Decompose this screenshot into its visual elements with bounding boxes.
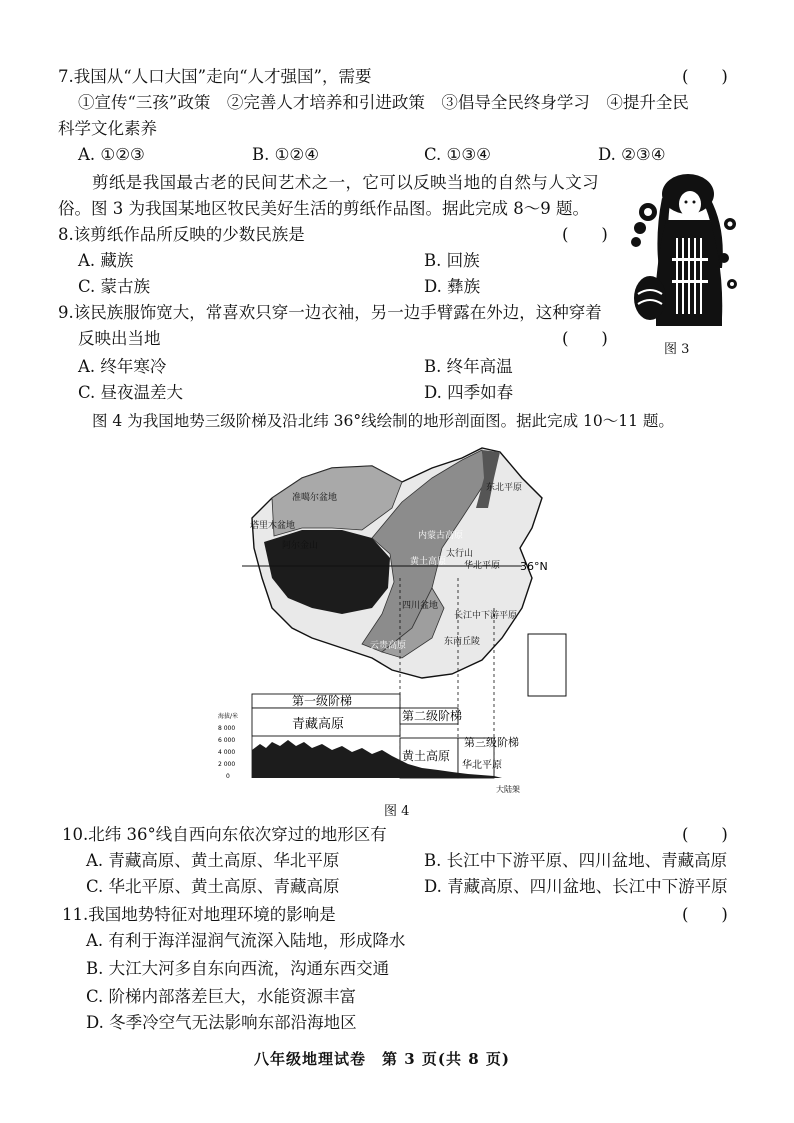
figure-4-map-profile bbox=[218, 438, 572, 798]
q11-option-d[interactable]: D. 冬季冷空气无法影响东部沿海地区 bbox=[86, 1013, 357, 1032]
q9-option-b[interactable]: B. 终年高温 bbox=[424, 357, 513, 376]
q11-stem: 11.我国地势特征对地理环境的影响是 bbox=[62, 905, 336, 924]
profile-section bbox=[218, 693, 520, 794]
q9-option-a[interactable]: A. 终年寒冷 bbox=[78, 357, 167, 376]
q9-stem-line2: 反映出当地 bbox=[78, 329, 161, 348]
y-tick-4000: 4 000 bbox=[218, 749, 236, 756]
q11-option-c[interactable]: C. 阶梯内部落差巨大，水能资源丰富 bbox=[86, 987, 357, 1006]
q7-answer-paren[interactable]: ( ) bbox=[682, 67, 728, 86]
profile-step3: 第三级阶梯 bbox=[464, 736, 519, 749]
profile-shelf: 大陆架 bbox=[496, 785, 520, 794]
label-southeast-hills: 东南丘陵 bbox=[444, 637, 481, 647]
label-taihang: 太行山 bbox=[446, 549, 474, 559]
lat-36n-label: 36°N bbox=[520, 560, 548, 573]
q8-stem: 8.该剪纸作品所反映的少数民族是 bbox=[58, 225, 305, 244]
q10-option-b[interactable]: B. 长江中下游平原、四川盆地、青藏高原 bbox=[424, 851, 728, 870]
q8-option-c[interactable]: C. 蒙古族 bbox=[78, 277, 151, 296]
y-unit: 海拔/米 bbox=[218, 713, 239, 720]
q8-answer-paren[interactable]: ( ) bbox=[562, 225, 608, 244]
q7-items-line2: 科学文化素养 bbox=[58, 119, 157, 138]
q11-option-a[interactable]: A. 有利于海洋湿润气流深入陆地，形成降水 bbox=[86, 931, 406, 950]
label-yungui: 云贵高原 bbox=[370, 641, 407, 651]
q11-answer-paren[interactable]: ( ) bbox=[682, 905, 728, 924]
q7-stem: 7.我国从“人口大国”走向“人才强国”，需要 bbox=[58, 67, 372, 86]
label-tarim: 塔里木盆地 bbox=[250, 521, 296, 531]
label-junggar: 准噶尔盆地 bbox=[292, 493, 338, 503]
y-tick-0: 0 bbox=[226, 773, 230, 780]
figure-3-caption: 图 3 bbox=[664, 342, 690, 357]
profile-qingzang: 青藏高原 bbox=[292, 717, 345, 732]
profile-step1: 第一级阶梯 bbox=[292, 694, 353, 708]
page-footer: 八年级地理试卷 第 3 页(共 8 页) bbox=[254, 1050, 510, 1068]
profile-loess: 黄土高原 bbox=[402, 749, 451, 763]
q9-option-c[interactable]: C. 昼夜温差大 bbox=[78, 383, 184, 402]
q7-option-a[interactable]: A. ①②③ bbox=[78, 145, 145, 164]
q7-items-line1: ①宣传“三孩”政策 ②完善人才培养和引进政策 ③倡导全民终身学习 ④提升全民 bbox=[78, 93, 689, 112]
south-sea-inset bbox=[528, 634, 566, 696]
q7-option-c[interactable]: C. ①③④ bbox=[424, 145, 491, 164]
profile-north-china: 华北平原 bbox=[462, 760, 502, 771]
label-altun: 阿尔金山 bbox=[282, 541, 319, 551]
q9-option-d[interactable]: D. 四季如春 bbox=[424, 383, 514, 402]
intro-8-9-line2: 俗。图 3 为我国某地区牧民美好生活的剪纸作品图。据此完成 8～9 题。 bbox=[58, 199, 589, 218]
q8-option-a[interactable]: A. 藏族 bbox=[78, 251, 134, 270]
figure-4-caption: 图 4 bbox=[384, 804, 410, 819]
label-sichuan: 四川盆地 bbox=[402, 601, 439, 611]
q8-option-b[interactable]: B. 回族 bbox=[424, 251, 480, 270]
q10-option-a[interactable]: A. 青藏高原、黄土高原、华北平原 bbox=[86, 851, 340, 870]
q10-stem: 10.北纬 36°线自西向东依次穿过的地形区有 bbox=[62, 825, 387, 844]
q10-option-d[interactable]: D. 青藏高原、四川盆地、长江中下游平原 bbox=[424, 877, 728, 896]
q10-answer-paren[interactable]: ( ) bbox=[682, 825, 728, 844]
label-loess-map: 黄土高原 bbox=[410, 557, 447, 567]
label-inner-mongolia: 内蒙古高原 bbox=[418, 531, 464, 541]
y-tick-8000: 8 000 bbox=[218, 725, 236, 732]
q10-option-c[interactable]: C. 华北平原、黄土高原、青藏高原 bbox=[86, 877, 340, 896]
y-tick-6000: 6 000 bbox=[218, 737, 236, 744]
q9-stem-line1: 9.该民族服饰宽大，常喜欢只穿一边衣袖，另一边手臂露在外边，这种穿着 bbox=[58, 303, 602, 322]
y-tick-2000: 2 000 bbox=[218, 761, 236, 768]
profile-step2: 第二级阶梯 bbox=[402, 709, 463, 723]
q7-option-b[interactable]: B. ①②④ bbox=[252, 145, 319, 164]
label-northeast: 东北平原 bbox=[486, 483, 523, 493]
q11-option-b[interactable]: B. 大江大河多自东向西流，沟通东西交通 bbox=[86, 959, 390, 978]
intro-8-9-line1: 剪纸是我国最古老的民间艺术之一，它可以反映当地的自然与人文习 bbox=[92, 173, 599, 192]
label-north-china: 华北平原 bbox=[464, 561, 501, 571]
q8-option-d[interactable]: D. 彝族 bbox=[424, 277, 481, 296]
label-yangtze: 长江中下游平原 bbox=[454, 611, 518, 621]
figure-3-papercut bbox=[626, 168, 742, 334]
intro-10-11: 图 4 为我国地势三级阶梯及沿北纬 36°线绘制的地形剖面图。据此完成 10～11 题。 bbox=[92, 412, 674, 430]
q7-option-d[interactable]: D. ②③④ bbox=[598, 145, 666, 164]
q9-answer-paren[interactable]: ( ) bbox=[562, 329, 608, 348]
